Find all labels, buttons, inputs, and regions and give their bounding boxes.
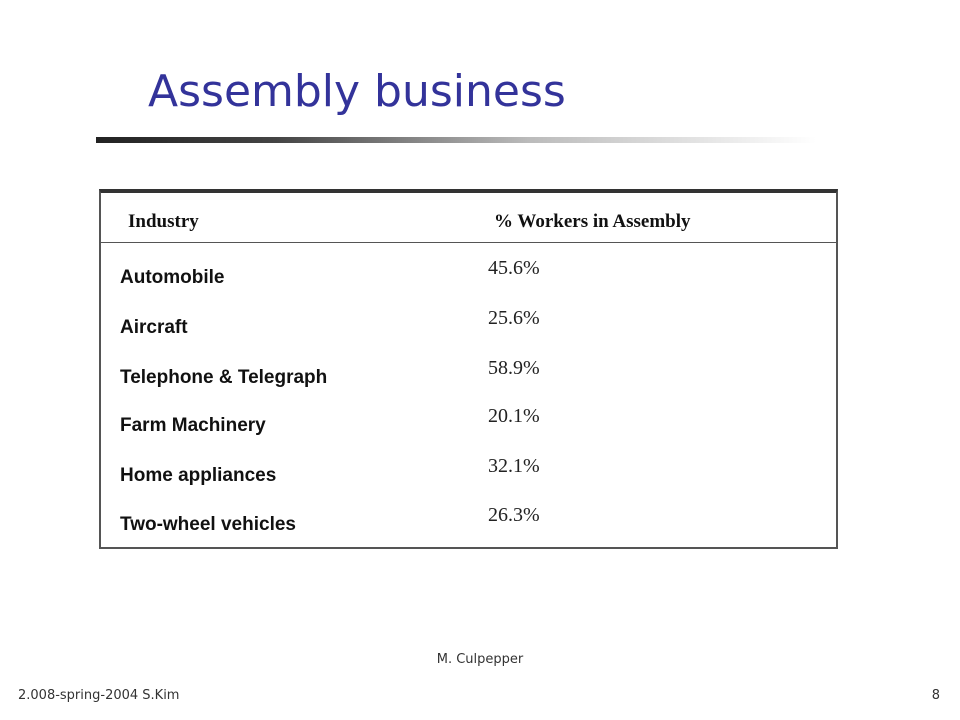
header-divider: [101, 242, 836, 243]
industry-cell: Telephone & Telegraph: [120, 367, 328, 388]
slide-title: Assembly business: [148, 66, 566, 117]
title-underline: [96, 137, 816, 143]
industry-cell: Two-wheel vehicles: [120, 514, 296, 535]
page-number: 8: [931, 688, 940, 703]
header-industry: Industry: [128, 211, 199, 232]
percent-cell: 20.1%: [488, 405, 540, 427]
industry-cell: Aircraft: [120, 317, 188, 338]
table-row: [101, 307, 836, 357]
table-row: [101, 257, 836, 307]
percent-cell: 45.6%: [488, 257, 540, 279]
percent-cell: 25.6%: [488, 307, 540, 329]
industry-cell: Home appliances: [120, 465, 277, 486]
table-row: [101, 405, 836, 455]
industry-cell: Farm Machinery: [120, 415, 266, 436]
footer-author: M. Culpepper: [436, 652, 524, 667]
industry-cell: Automobile: [120, 267, 225, 288]
header-percent-workers: % Workers in Assembly: [494, 211, 691, 232]
industry-table: [99, 189, 838, 549]
table-row: [101, 357, 836, 407]
table-row: [101, 455, 836, 505]
percent-cell: 32.1%: [488, 455, 540, 477]
percent-cell: 58.9%: [488, 357, 540, 379]
percent-cell: 26.3%: [488, 504, 540, 526]
footer-course: 2.008-spring-2004 S.Kim: [18, 688, 180, 703]
table-row: [101, 504, 836, 554]
